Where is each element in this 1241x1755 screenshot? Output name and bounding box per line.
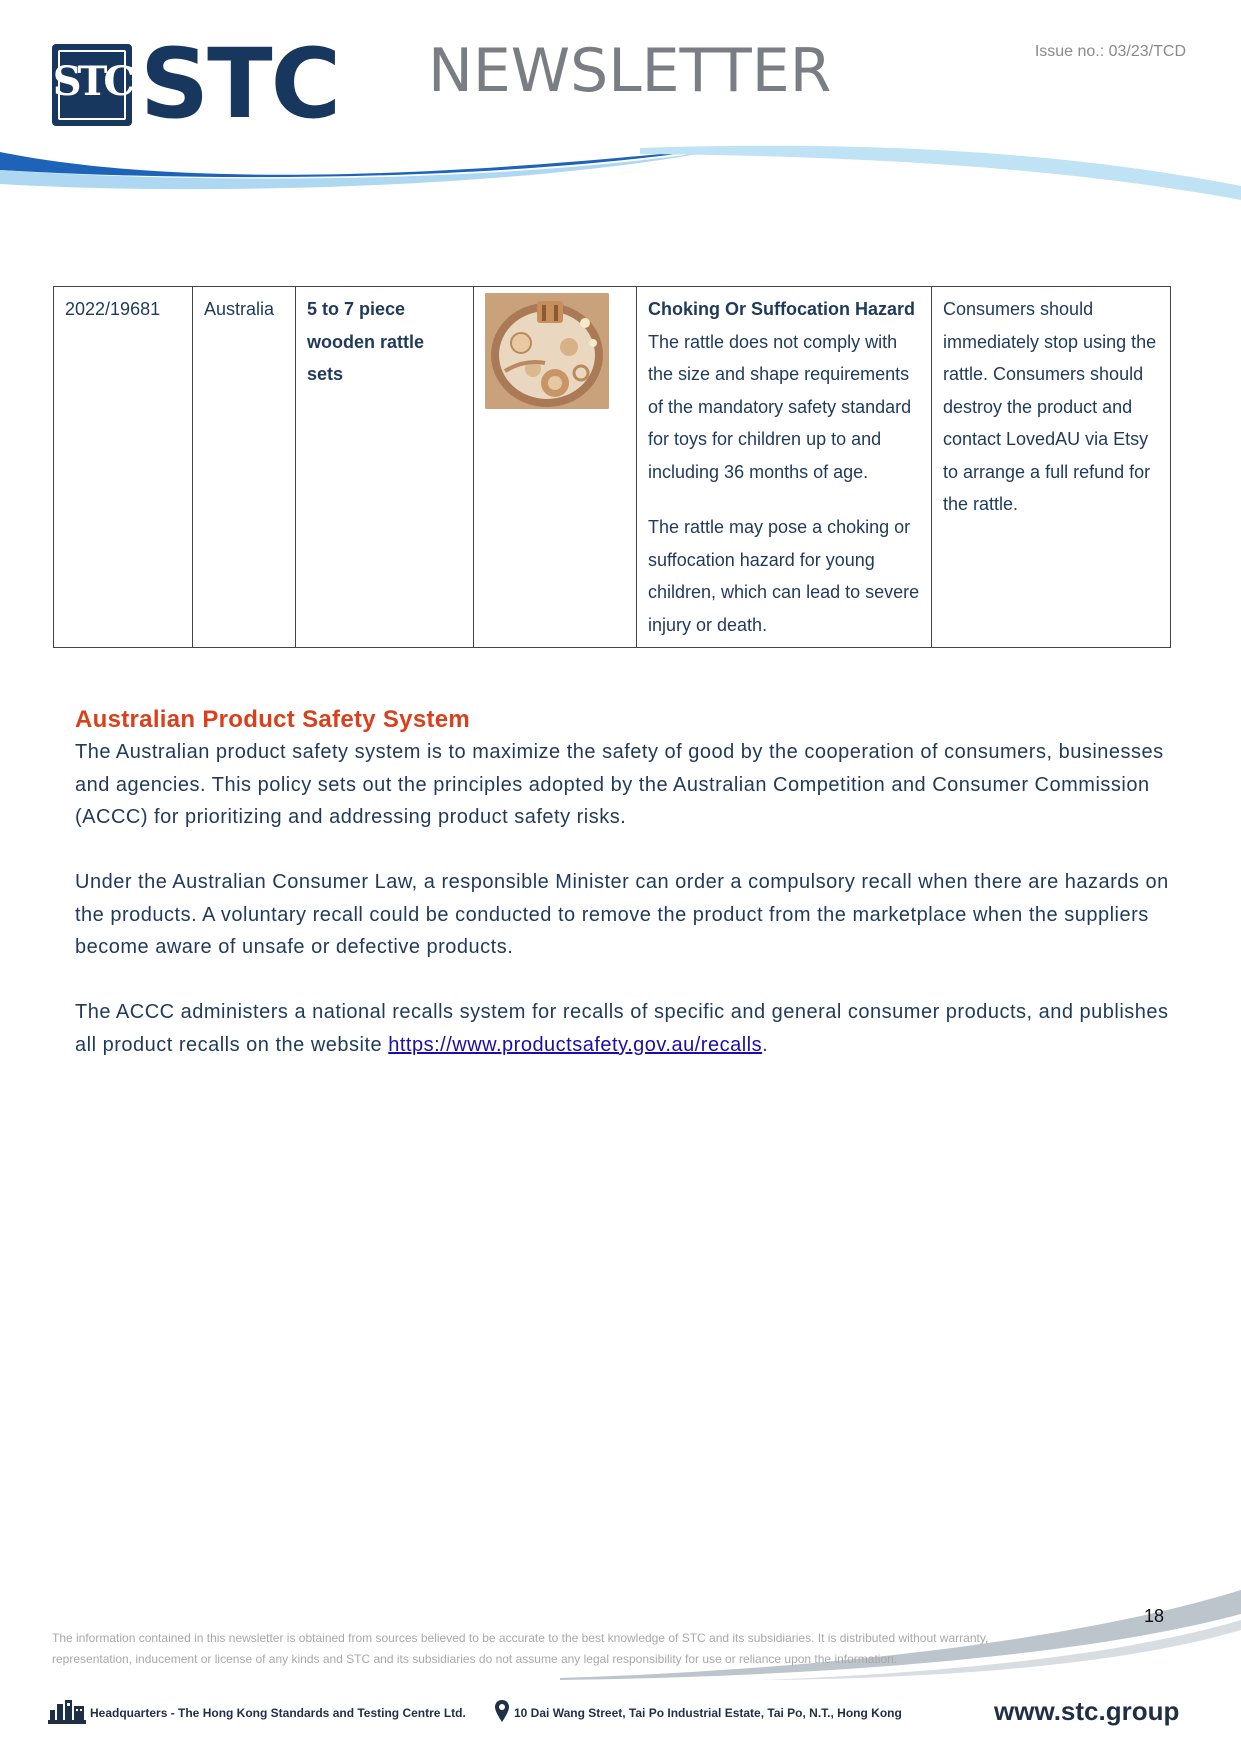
hazard-consequence: The rattle may pose a choking or suffocation hazard for young children, which can lead to severe injury or death. [648, 517, 920, 635]
hazard-cell [637, 287, 932, 648]
recall-reference: 2022/19681 [54, 287, 193, 648]
paragraph-3-text: The ACCC administers a national recalls system for recalls of specific and general consumer products, and publishes all product recalls on the website [75, 1001, 1169, 1056]
wooden-rattle-photo-icon [485, 293, 609, 409]
disclaimer-text: The information contained in this newsletter is obtained from sources believed to be accurate to the best knowledge of STC and its subsidiaries. It is distributed without warranty, representation, inducement or license of any kinds and STC and its subsidiaries do not assume any legal responsibility for use or reliance upon the information. [52, 1631, 989, 1666]
paragraph-2: Under the Australian Consumer Law, a responsible Minister can order a compulsory recall when there are hazards on the products. A voluntary recall could be conducted to remove the product from the marketplace when the suppliers become aware of unsafe or defective products. [75, 871, 1169, 958]
website-link[interactable]: www.stc.group [994, 1696, 1180, 1726]
building-icon [48, 1698, 86, 1724]
hazard-title: Choking Or Suffocation Hazard [648, 299, 916, 319]
remedy-text: Consumers should immediately stop using the rattle. Consumers should destroy the product and contact LovedAU via Etsy to arrange a full refund for the rattle. [932, 287, 1171, 648]
product-image-cell [474, 287, 637, 648]
table-row [54, 287, 1171, 648]
header-wave-decoration [0, 140, 1241, 210]
newsletter-title: NEWSLETTER [428, 36, 832, 106]
product-name: 5 to 7 piece wooden rattle sets [296, 287, 474, 648]
paragraph-3 [75, 996, 1170, 1061]
address-label: 10 Dai Wang Street, Tai Po Industrial Estate, Tai Po, N.T., Hong Kong [514, 1706, 902, 1720]
recalls-website-link[interactable]: https://www.productsafety.gov.au/recalls [388, 1033, 763, 1056]
issue-number: Issue no.: 03/23/TCD [1034, 43, 1186, 60]
stc-logo [52, 28, 352, 140]
recall-country: Australia [193, 287, 296, 648]
section-heading: Australian Product Safety System [75, 706, 471, 733]
paragraph-1: The Australian product safety system is to maximize the safety of good by the cooperation of consumers, businesses and agencies. This policy sets out the principles adopted by the Australian Competition and Consumer Commission (ACCC) for prioritizing and addressing product safety risks. [75, 741, 1164, 828]
logo-mark-letters: STC [52, 58, 132, 105]
stc-logo-mark-icon [52, 44, 132, 126]
logo-wordmark: STC [140, 28, 340, 140]
recall-table [53, 286, 1171, 648]
hazard-description: The rattle does not comply with the size and shape requirements of the mandatory safety standard for toys for children up to and including 36 months of age. [648, 331, 912, 482]
footer-contact-bar [48, 1698, 1198, 1728]
headquarters-label: Headquarters - The Hong Kong Standards and Testing Centre Ltd. [90, 1706, 466, 1720]
paragraph-3-end: . [762, 1033, 769, 1056]
page-number: 18 [1144, 1606, 1165, 1626]
location-pin-icon [495, 1700, 509, 1722]
